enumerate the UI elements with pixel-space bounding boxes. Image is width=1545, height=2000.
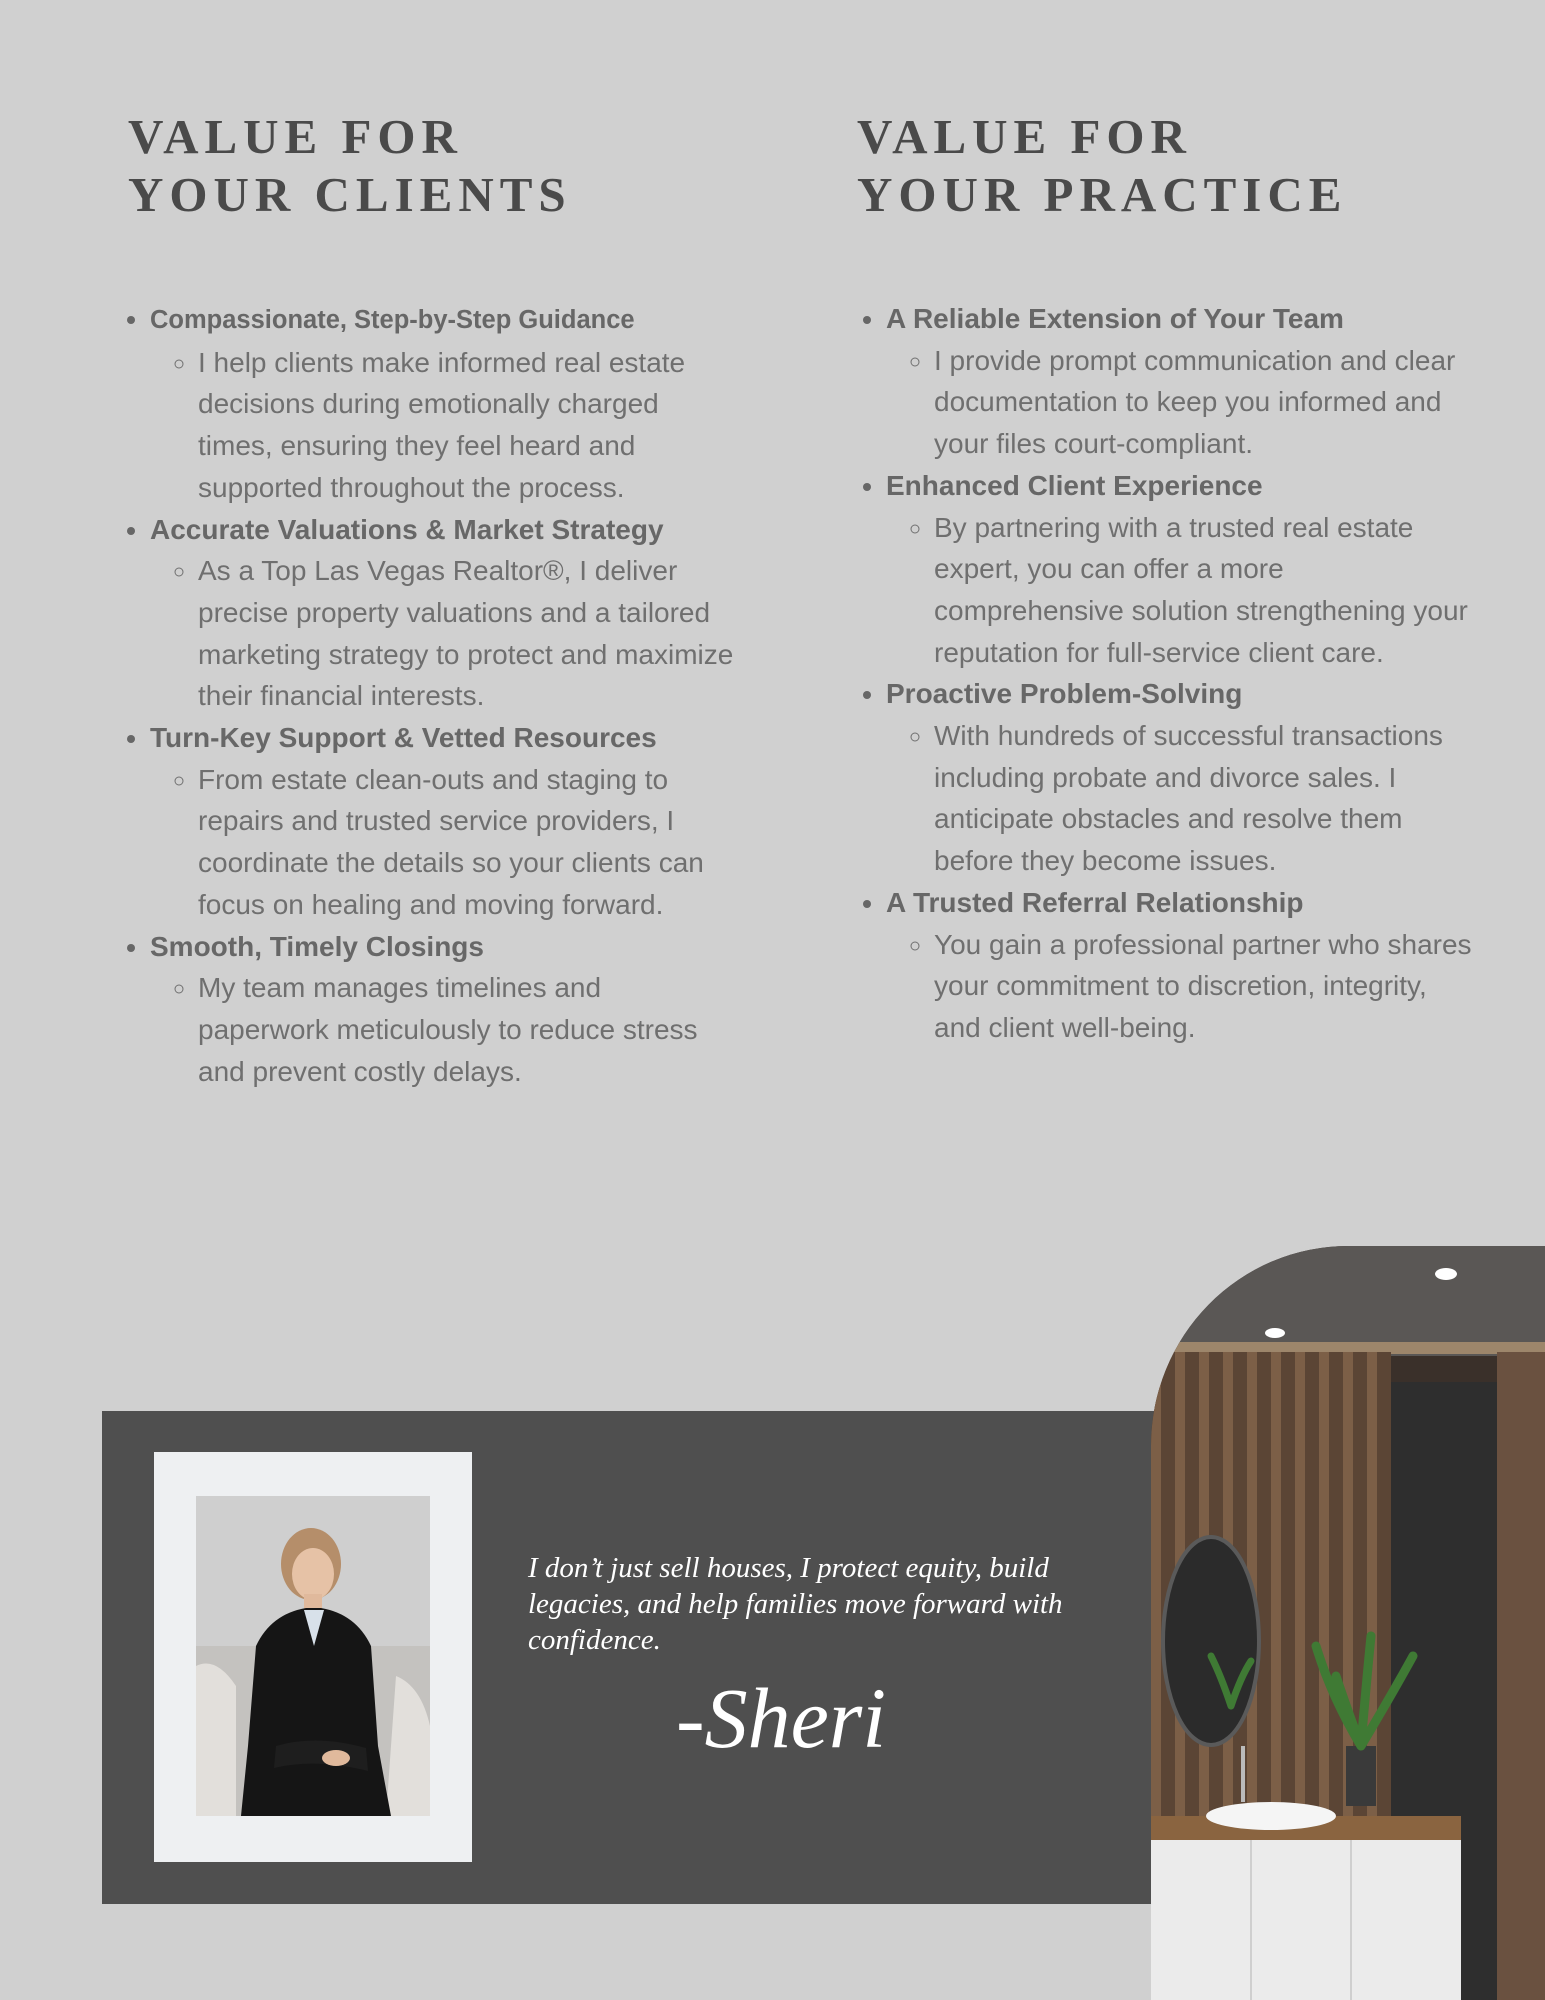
- list-item: [886, 465, 1472, 674]
- portrait-frame: [154, 1452, 472, 1862]
- list-item-title: Proactive Problem-Solving: [886, 678, 1243, 710]
- list-item-detail: ◦ You gain a professional partner who shares your commitment to discretion, integrity, and client well-being.: [934, 924, 1472, 1049]
- list-item-title: Smooth, Timely Closings: [150, 930, 484, 962]
- clients-value-list: [116, 298, 736, 1092]
- list-item: [150, 717, 736, 926]
- list-item-detail: ◦ By partnering with a trusted real estate expert, you can offer a more comprehensive solution strengthening your reputation for full-service client care.: [934, 507, 1472, 674]
- list-item-detail: ◦ I help clients make informed real estate decisions during emotionally charged times, ensuring they feel heard and supported throughout the process.: [198, 342, 736, 509]
- clients-heading: [128, 108, 572, 224]
- clients-heading-line2: YOUR CLIENTS: [128, 167, 572, 222]
- testimonial-quote: I don’t just sell houses, I protect equity, build legacies, and help families move forward with confidence.: [528, 1552, 1063, 1656]
- agent-portrait-image: [196, 1496, 430, 1816]
- list-item: [886, 673, 1472, 882]
- list-item: [150, 298, 736, 509]
- signature: -Sheri: [676, 1670, 887, 1766]
- list-item-detail: ◦ I provide prompt communication and clear documentation to keep you informed and your files court-compliant.: [934, 340, 1472, 465]
- list-item-title: A Trusted Referral Relationship: [886, 886, 1304, 918]
- bathroom-interior-image: [1151, 1246, 1545, 2000]
- list-item-detail: ◦ As a Top Las Vegas Realtor®, I deliver precise property valuations and a tailored marketing strategy to protect and maximize their financial interests.: [198, 550, 736, 717]
- list-item-detail: ◦ From estate clean-outs and staging to repairs and trusted service providers, I coordinate the details so your clients can focus on healing and moving forward.: [198, 759, 736, 926]
- list-item-title: Accurate Valuations & Market Strategy: [150, 513, 664, 545]
- list-item: [150, 509, 736, 718]
- list-item: [886, 882, 1472, 1049]
- practice-heading-line1: VALUE FOR: [857, 109, 1192, 164]
- practice-value-list: [852, 298, 1472, 1049]
- list-item-title: Enhanced Client Experience: [886, 469, 1263, 501]
- list-item: [150, 926, 736, 1093]
- list-item-title: Turn-Key Support & Vetted Resources: [150, 722, 657, 754]
- list-item: [886, 298, 1472, 465]
- clients-heading-line1: VALUE FOR: [128, 109, 463, 164]
- list-item-detail: ◦ With hundreds of successful transactions including probate and divorce sales. I anticipate obstacles and resolve them before they become issues.: [934, 715, 1472, 882]
- practice-heading: [857, 108, 1347, 224]
- list-item-detail: ◦ My team manages timelines and paperwork meticulously to reduce stress and prevent costly delays.: [198, 967, 736, 1092]
- list-item-title: A Reliable Extension of Your Team: [886, 303, 1344, 334]
- list-item-title: Compassionate, Step-by-Step Guidance: [150, 306, 635, 334]
- practice-heading-line2: YOUR PRACTICE: [857, 167, 1348, 222]
